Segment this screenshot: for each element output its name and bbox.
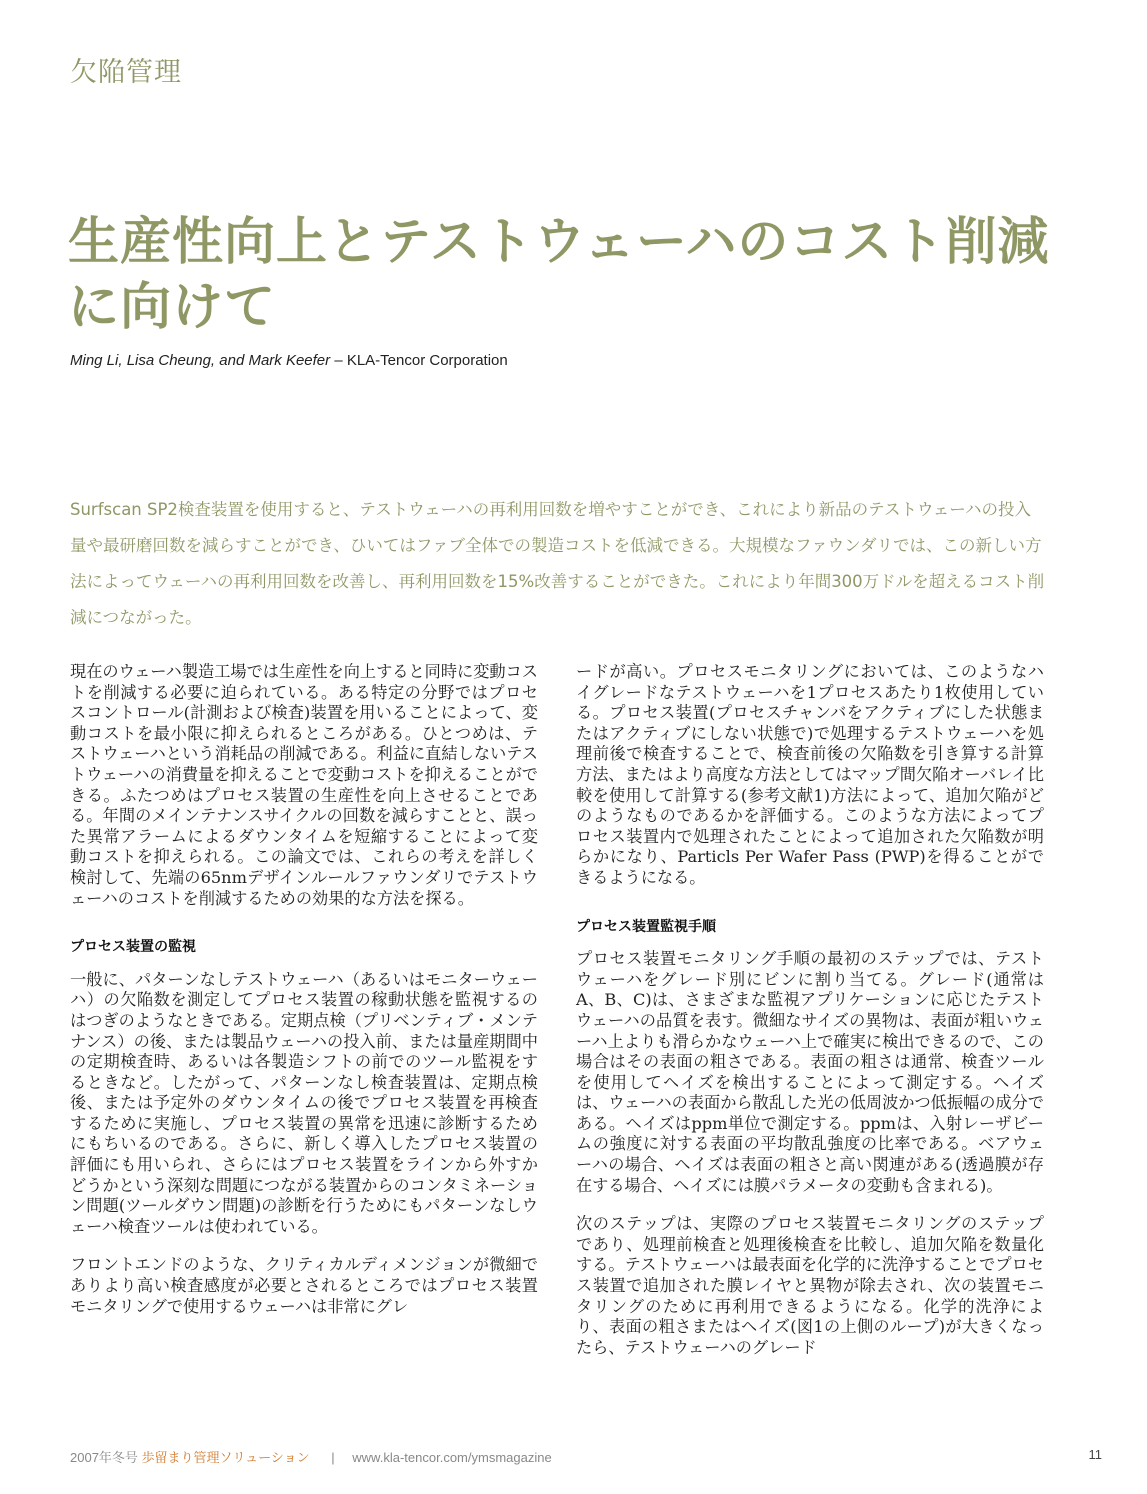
body-paragraph: 次のステップは、実際のプロセス装置モニタリングのステップであり、処理前検査と処理後検査を比較し、追加欠陥を数量化する。テストウェーハは最表面を化学的に洗浄することでプロセス装置で追加された膜レイヤと異物が除去され、次の装置モニタリングのために再利用できるようになる。化学的洗浄により、表面の粗さまたはヘイズ(図1の上側のループ)が大きくなったら、テストウェーハのグレード bbox=[576, 1214, 1044, 1357]
article-title: 生産性向上とテストウェーハのコスト削減に向けて bbox=[68, 213, 1050, 337]
page-number: 11 bbox=[1088, 1447, 1102, 1462]
footer-magazine: 歩留まり管理ソリューション bbox=[141, 1450, 310, 1465]
byline bbox=[70, 352, 508, 369]
author-names: Ming Li, Lisa Cheung, and Mark Keefer bbox=[70, 352, 331, 369]
section-heading: プロセス装置の監視 bbox=[70, 939, 196, 956]
footer-separator: | bbox=[331, 1450, 335, 1465]
body-paragraph: ードが高い。プロセスモニタリングにおいては、このようなハイグレードなテストウェーハを1プロセスあたり1枚使用している。プロセス装置(プロセスチャンバをアクティブにした状態またはアクティブにしない状態で)で処理するテストウェーハを処理前後で検査することで、検査前後の欠陥数を引き算する計算方法、またはより高度な方法としてはマップ間欠陥オーバレイ比較を使用して計算する(参考文献1)方法によって、追加欠陥がどのようなものであるかを評価する。このような方法によってプロセス装置内で処理されたことによって追加された欠陥数が明らかになり、Particls Per Wafer Pass (PWP)を得ることができるようになる。 bbox=[576, 662, 1044, 887]
section-heading: プロセス装置監視手順 bbox=[576, 918, 716, 935]
footer bbox=[70, 1447, 552, 1466]
left-column bbox=[70, 662, 538, 1335]
author-affiliation: – KLA-Tencor Corporation bbox=[330, 352, 508, 369]
footer-url-link[interactable]: www.kla-tencor.com/ymsmagazine bbox=[352, 1450, 552, 1465]
body-paragraph: 現在のウェーハ製造工場では生産性を向上すると同時に変動コストを削減する必要に迫られている。ある特定の分野ではプロセスコントロール(計測および検査)装置を用いることによって、変動コストを最小限に抑えられるところがある。ひとつめは、テストウェーハという消耗品の削減である。利益に直結しないテストウェーハの消費量を抑えることで変動コストを抑えることができる。ふたつめはプロセス装置の生産性を向上させることである。年間のメインテナンスサイクルの回数を減らすことと、誤った異常アラームによるダウンタイムを短縮することによって変動コストを抑えられる。この論文では、これらの考えを詳しく検討して、先端の65nmデザインルールファウンダリでテストウェーハのコストを削減するための効果的な方法を探る。 bbox=[70, 662, 538, 908]
lead-paragraph: Surfscan SP2検査装置を使用すると、テストウェーハの再利用回数を増やすことができ、これにより新品のテストウェーハの投入量や最研磨回数を減らすことができ、ひいてはファブ全体での製造コストを低減できる。大規模なファウンダリでは、この新しい方法によってウェーハの再利用回数を改善し、再利用回数を15%改善することができた。これにより年間300万ドルを超えるコスト削減につながった。 bbox=[70, 500, 1045, 627]
section-label: 欠陥管理 bbox=[70, 57, 182, 88]
body-paragraph: 一般に、パターンなしテストウェーハ（あるいはモニターウェーハ）の欠陥数を測定してプロセス装置の稼動状態を監視するのはつぎのようなときである。定期点検（プリベンティブ・メンテナンス）の後、または製品ウェーハの投入前、または量産期間中の定期検査時、あるいは各製造シフトの前でのツール監視をするときなど。したがって、パターンなし検査装置は、定期点検後、または予定外のダウンタイムの後でプロセス装置を再検査するために実施し、プロセス装置の異常を迅速に診断するためにもちいるのである。さらに、新しく導入したプロセス装置の評価にも用いられ、さらにはプロセス装置をラインから外すかどうかという深刻な問題につながる装置からのコンタミネーション問題(ツールダウン問題)の診断を行うためにもパターンなしウェーハ検査ツールは使われている。 bbox=[70, 969, 538, 1236]
body-paragraph: フロントエンドのような、クリティカルディメンジョンが微細でありより高い検査感度が必要とされるところではプロセス装置モニタリングで使用するウェーハは非常にグレ bbox=[70, 1255, 538, 1316]
right-column bbox=[576, 662, 1044, 1376]
body-paragraph: プロセス装置モニタリング手順の最初のステップでは、テストウェーハをグレード別にビンに割り当てる。グレード(通常はA、B、C)は、さまざまな監視アプリケーションに応じたテストウェーハの品質を表す。微細なサイズの異物は、表面が粗いウェーハ上よりも滑らかなウェーハ上で確実に検出できるので、この場合はその表面の粗さである。表面の粗さは通常、検査ツールを使用してヘイズを検出することによって測定する。ヘイズは、ウェーハの表面から散乱した光の低周波かつ低振幅の成分である。ヘイズはppm単位で測定する。ppmは、入射レーザビームの強度に対する表面の平均散乱強度の比率である。ベアウェーハの場合、ヘイズは表面の粗さと高い関連がある(透過膜が存在する場合、ヘイズには膜パラメータの変動も含まれる)。 bbox=[576, 949, 1044, 1195]
footer-issue: 2007年冬号 bbox=[70, 1450, 138, 1465]
